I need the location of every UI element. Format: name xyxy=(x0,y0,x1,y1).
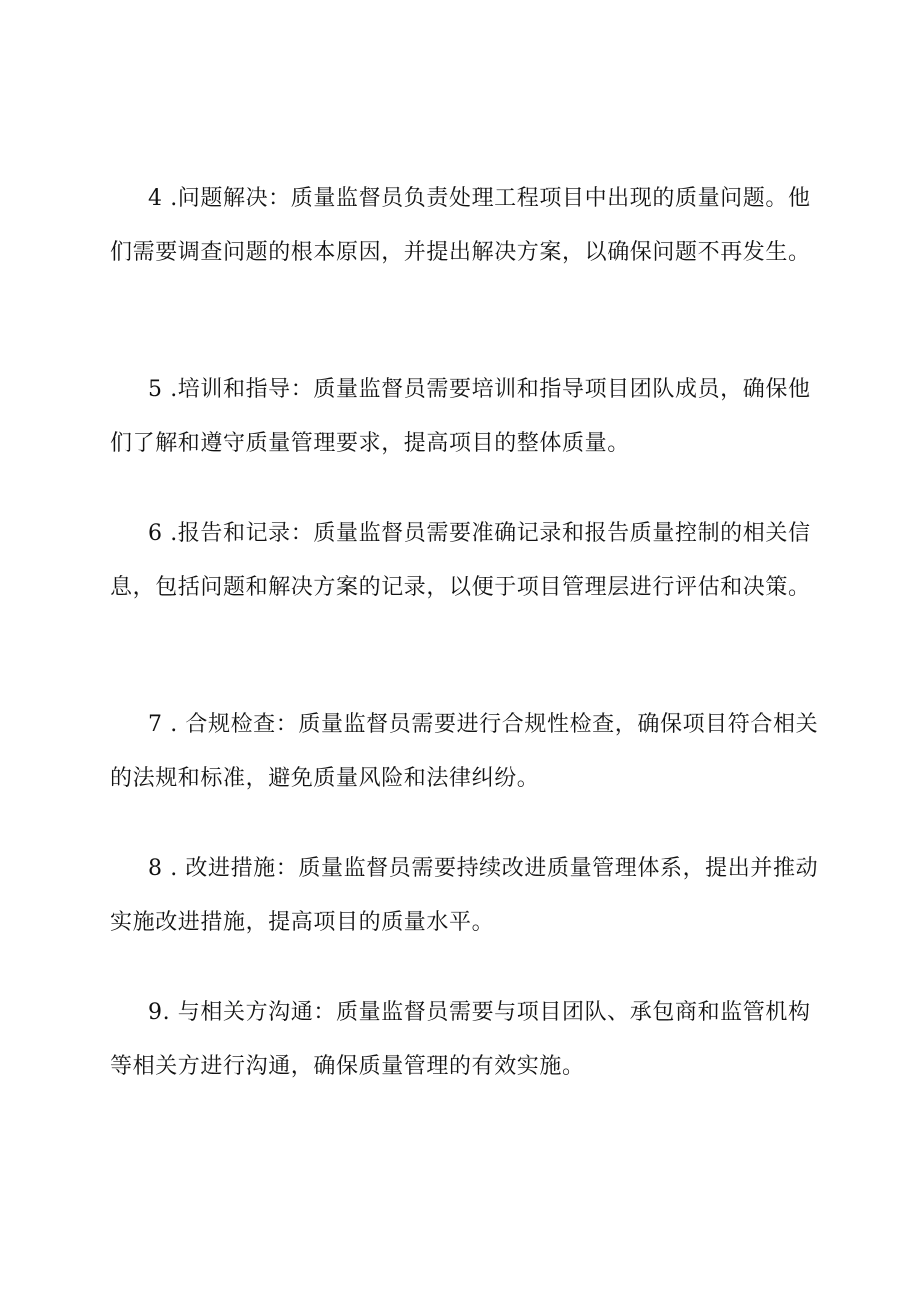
paragraph-improvement-measures: 8 . 改进措施：质量监督员需要持续改进质量管理体系，提出并推动实施改进措施，提高项目的质量水平。 xyxy=(110,856,819,935)
paragraph-problem-solving: 4 .问题解决：质量监督员负责处理工程项目中出现的质量问题。他们需要调查问题的根本原因，并提出解决方案，以确保问题不再发生。 xyxy=(110,186,811,265)
paragraph-training-guidance: 5 .培训和指导：质量监督员需要培训和指导项目团队成员，确保他们了解和遵守质量管理要求，提高项目的整体质量。 xyxy=(110,377,811,456)
paragraph-reporting-records: 6 .报告和记录：质量监督员需要准确记录和报告质量控制的相关信息，包括问题和解决方案的记录，以便于项目管理层进行评估和决策。 xyxy=(110,521,811,600)
paragraph-stakeholder-communication: 9. 与相关方沟通：质量监督员需要与项目团队、承包商和监管机构等相关方进行沟通，确保质量管理的有效实施。 xyxy=(110,1000,811,1079)
paragraph-compliance-check: 7 . 合规检查：质量监督员需要进行合规性检查，确保项目符合相关的法规和标准，避免质量风险和法律纠纷。 xyxy=(110,712,819,791)
